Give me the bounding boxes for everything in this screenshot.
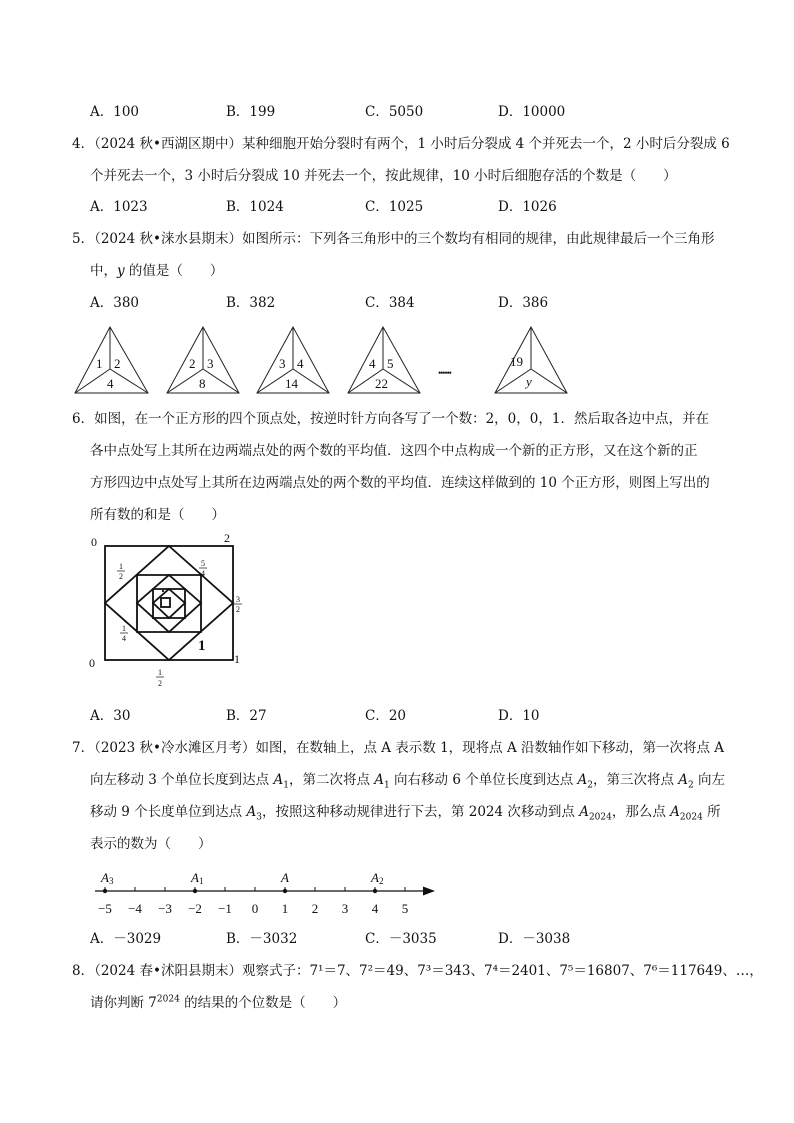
q3-option-c: C．5050 <box>365 104 424 120</box>
q7-stem-line4: 表示的数为（ ） <box>90 836 212 852</box>
q3-option-d: D．10000 <box>498 104 566 120</box>
tri4-b: 5 <box>387 356 394 371</box>
bottom-num: 1 <box>158 668 162 677</box>
q5-option-b: B．382 <box>226 295 276 311</box>
q7-option-a: A．－3029 <box>90 931 162 947</box>
q5-triangles-figure <box>70 322 580 397</box>
q5-option-d: D．386 <box>498 295 549 311</box>
corner-bl: 0 <box>89 656 95 670</box>
square-4 <box>137 575 201 632</box>
q7-stem-line2: 向左移动 3 个单位长度到达点 $A_1$，第二次将点 $A_1$ 向右移动 6 个单位长度到达点 $A_2$，第三次将点 $A_2$ 向左 <box>90 772 726 791</box>
q3-option-b: B．199 <box>226 104 276 120</box>
q4-stem-line2: 个并死去一个，3 小时后分裂成 10 并死去一个，按此规律，10 小时后细胞存活的个数是（ ） <box>90 168 677 184</box>
half-num: 1 <box>119 562 123 571</box>
q6-stem-line3: 方形四边中点处写上其所在边两端点处的两个数的平均值．连续这样做到的 10 个正方形，则图上写出的 <box>90 475 710 491</box>
q6-option-a: A．30 <box>90 708 131 724</box>
tick-label: −5 <box>98 901 112 916</box>
point-label: A3 <box>101 870 114 886</box>
q5-stem-line1: 5．（2024 秋•涞水县期末）如图所示：下列各三角形中的三个数均有相同的规律，由此规律最后一个三角形 <box>72 231 715 247</box>
tick-label: 4 <box>371 901 379 916</box>
tick-label: 0 <box>251 901 259 916</box>
square-7 <box>161 598 170 607</box>
threehalf-num: 3 <box>236 595 240 604</box>
tick-label: −3 <box>158 901 172 916</box>
q5-option-a: A．380 <box>90 295 140 311</box>
q4-option-d: D．1026 <box>498 199 557 215</box>
threehalf-den: 2 <box>236 605 240 614</box>
tick-label: 5 <box>401 901 409 916</box>
corner-tr: 2 <box>224 531 230 545</box>
q7-number-line-figure <box>85 862 445 922</box>
q4-option-a: A．1023 <box>90 199 148 215</box>
point-label: A2 <box>371 870 384 886</box>
q3-option-a: A．100 <box>90 104 140 120</box>
tick-label: 1 <box>281 901 289 916</box>
corner-br: 1 <box>234 652 240 666</box>
q6-option-b: B．27 <box>226 708 267 724</box>
q4-option-b: B．1024 <box>226 199 284 215</box>
tri3-b: 4 <box>297 356 304 371</box>
tri4-a: 4 <box>369 356 376 371</box>
quarter-den: 4 <box>122 634 126 643</box>
q4-stem-line1: 4．（2024 秋•西湖区期中）某种细胞开始分裂时有两个，1 小时后分裂成 4 个并死去一个，2 小时后分裂成 6 <box>72 136 730 152</box>
tri3-c: 14 <box>285 376 298 391</box>
point-label: A1 <box>191 870 204 886</box>
q6-stem-line4: 所有数的和是（ ） <box>90 507 225 523</box>
square-5 <box>153 589 185 618</box>
q6-stem-line1: 6．如图，在一个正方形的四个顶点处，按逆时针方向各写了一个数：2，0，0，1．然后取各边中点，并在 <box>72 411 709 427</box>
square-6 <box>153 589 185 618</box>
tri1-c: 4 <box>107 376 114 391</box>
q6-option-c: C．20 <box>365 708 407 724</box>
q7-stem-line1: 7．（2023 秋•冷水滩区月考）如图，在数轴上，点 A 表示数 1，现将点 A 沿数轴作如下移动，第一次将点 A <box>72 740 725 756</box>
tri2-b: 3 <box>207 356 214 371</box>
point-dot <box>283 889 287 893</box>
q6-stem-line2: 各中点处写上其所在边两端点处的两个数的平均值．这四个中点构成一个新的正方形，又在这个新的正 <box>90 443 698 459</box>
tick-label: −1 <box>218 901 232 916</box>
half-den: 2 <box>119 572 123 581</box>
corner-tl: 0 <box>91 535 97 549</box>
q8-stem-line2: 请你判断 $7^{2024}$ 的结果的个位数是（ ） <box>90 994 347 1011</box>
tick-label: 3 <box>341 901 349 916</box>
q4-option-c: C．1025 <box>365 199 424 215</box>
tick-label: −2 <box>188 901 202 916</box>
tri1-a: 1 <box>96 356 103 371</box>
q6-option-d: D．10 <box>498 708 540 724</box>
q7-option-c: C．－3035 <box>365 931 437 947</box>
fivefour-num: 5 <box>201 559 205 568</box>
axis-arrow <box>423 887 435 896</box>
tri2-c: 8 <box>199 376 206 391</box>
inner-one: 1 <box>198 638 206 654</box>
quarter-num: 1 <box>122 624 126 633</box>
square-3 <box>137 575 201 632</box>
q7-option-d: D．－3038 <box>498 931 571 947</box>
ellipsis-dots: •••••• <box>438 368 451 378</box>
bottom-den: 2 <box>158 679 162 688</box>
q8-stem-line1: 8．（2024 春•沭阳县期末）观察式子：7¹＝7、7²＝49、7³＝343、7⁴＝2401、7⁵＝16807、7⁶＝117649、…， <box>72 963 763 979</box>
q6-nested-squares-figure <box>85 530 260 695</box>
tick-label: −4 <box>128 901 142 916</box>
point-dot <box>373 889 377 893</box>
tri5-c: y <box>526 374 532 389</box>
tick-label: 2 <box>311 901 319 916</box>
tri5-a: 19 <box>510 354 523 369</box>
fivefour-den: 4 <box>201 569 205 578</box>
point-dot <box>103 889 107 893</box>
tri4-c: 22 <box>375 376 388 391</box>
point-dot <box>193 889 197 893</box>
tri2-a: 2 <box>189 356 196 371</box>
q7-option-b: B．－3032 <box>226 931 298 947</box>
point-label: A <box>281 870 289 885</box>
tri3-a: 3 <box>279 356 286 371</box>
q5-stem-line2: 中，y 的值是（ ） <box>90 263 224 279</box>
tri1-b: 2 <box>114 356 121 371</box>
q7-stem-line3: 移动 9 个长度单位到达点 $A_3$，按照这种移动规律进行下去，第 2024 次移动到点 $A_{2024}$，那么点 $A_{2024}$ 所 <box>90 804 721 823</box>
q5-option-c: C．384 <box>365 295 415 311</box>
